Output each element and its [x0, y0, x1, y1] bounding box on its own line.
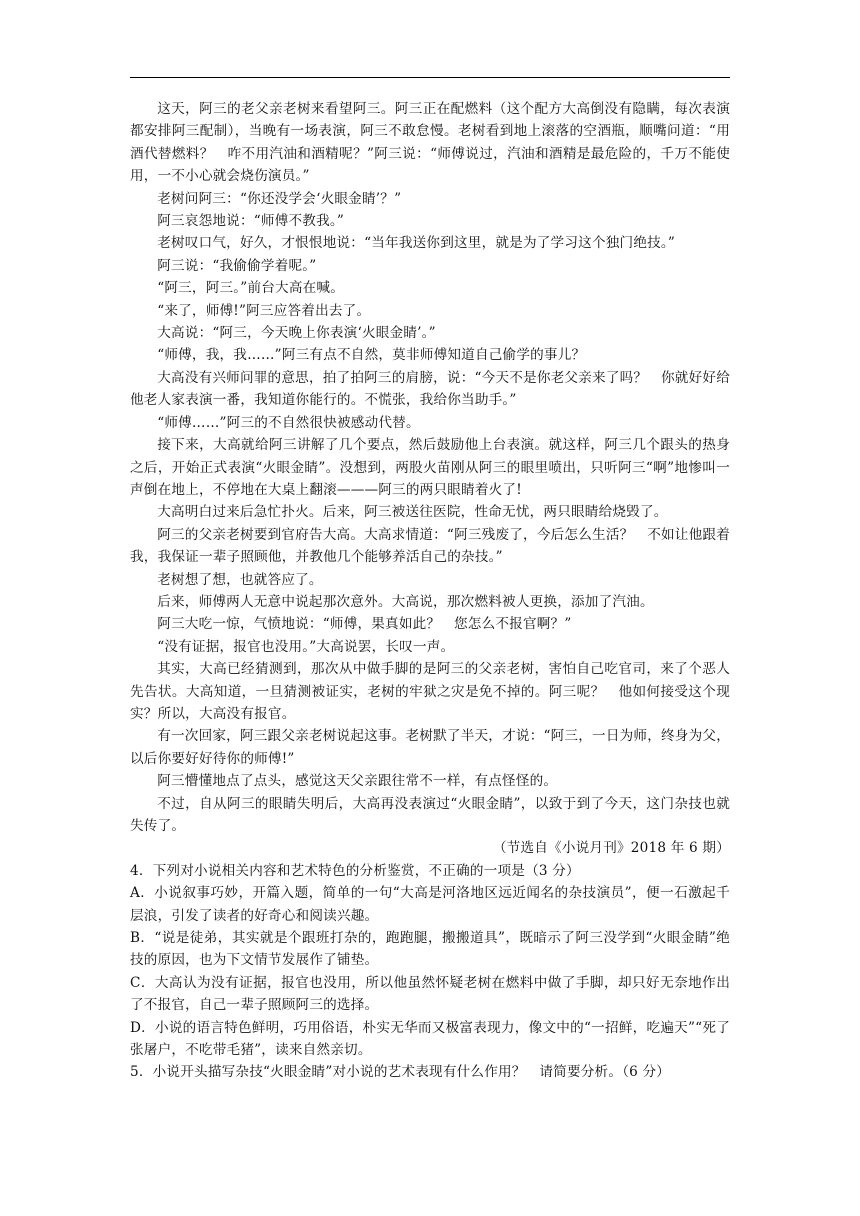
header-rule — [130, 77, 730, 78]
paragraph: 大高明白过来后急忙扑火。后来，阿三被送往医院，性命无忧，两只眼睛给烧毁了。 — [157, 504, 668, 521]
paragraph: 有一次回家，阿三跟父亲老树说起这事。老树默了半天，才说：“阿三，一日为师，终身为父，以后你要好好待你的师傅!” — [130, 728, 730, 767]
story-text — [130, 98, 730, 860]
paragraph: 老树想了想，也就答应了。 — [157, 571, 323, 588]
paragraph: 老树叹口气，好久，才恨恨地说：“当年我送你到这里，就是为了学习这个独门绝技。” — [157, 235, 676, 252]
question-5: 5．小说开头描写杂技“火眼金睛”对小说的艺术表现有什么作用？ 请简要分析。（6 分） — [130, 1064, 671, 1081]
paragraph: 后来，师傅两人无意中说起那次意外。大高说，那次燃料被人更换，添加了汽油。 — [157, 593, 654, 610]
paragraph: 阿三说：“我偷偷学着呢。” — [157, 257, 317, 274]
option-a: A．小说叙事巧妙，开篇入题，简单的一句“大高是河洛地区远近闻名的杂技演员”，便一石激起千层浪，引发了读者的好奇心和阅读兴趣。 — [130, 885, 730, 924]
paragraph: 阿三懵懂地点了点头，感觉这天父亲跟往常不一样，有点怪怪的。 — [157, 773, 558, 790]
paragraph: 这天，阿三的老父亲老树来看望阿三。阿三正在配燃料（这个配方大高倒没有隐瞒，每次表演都安排阿三配制），当晚有一场表演，阿三不敢怠慢。老树看到地上滚落的空酒瓶，顺嘴问道：“用酒代替燃料？ 咋不用汽油和酒精呢？”阿三说：“师傅说过，汽油和酒精是最危险的，千万不能使用，一不小心就会烧伤演员。” — [130, 101, 730, 185]
paragraph: 阿三大吃一惊，气愤地说：“师傅，果真如此？ 您怎么不报官啊？” — [157, 616, 572, 633]
paragraph: “师傅，我，我……”阿三有点不自然，莫非师傅知道自己偷学的事儿？ — [157, 347, 586, 364]
document-page — [130, 0, 730, 1216]
option-d: D．小说的语言特色鲜明，巧用俗语，朴实无华而又极富表现力，像文中的“一招鲜，吃遍天”“死了张屠户，不吃带毛猪”，读来自然亲切。 — [130, 1019, 730, 1059]
paragraph: 大高说：“阿三，今天晚上你表演‘火眼金睛’。” — [157, 325, 436, 342]
paragraph: “阿三，阿三。”前台大高在喊。 — [157, 280, 345, 297]
questions-section — [130, 860, 730, 1084]
paragraph: “没有证据，报官也没用。”大高说罢，长叹一声。 — [157, 638, 455, 655]
paragraph: 阿三的父亲老树要到官府告大高。大高求情道：“阿三残废了，今后怎么生活？ 不如让他跟着我，我保证一辈子照顾他，并教他几个能够养活自己的杂技。” — [130, 526, 730, 566]
paragraph: 阿三哀怨地说：“师傅不教我。” — [157, 213, 345, 230]
paragraph: “师傅……”阿三的不自然很快被感动代替。 — [157, 414, 420, 431]
option-c: C．大高认为没有证据，报官也没用，所以他虽然怀疑老树在燃料中做了手脚，却只好无奈地作出了不报官，自己一辈子照顾阿三的选择。 — [130, 974, 730, 1014]
option-b: B．“说是徒弟，其实就是个跟班打杂的，跑跑腿，搬搬道具”，既暗示了阿三没学到“火眼金睛”绝技的原因，也为下文情节发展作了铺垫。 — [130, 930, 730, 969]
paragraph: 接下来，大高就给阿三讲解了几个要点，然后鼓励他上台表演。就这样，阿三几个跟头的热身之后，开始正式表演“火眼金睛”。没想到，两股火苗刚从阿三的眼里喷出，只听阿三“啊”地惨叫一声倒在地上，不停地在大桌上翻滚———阿三的两只眼睛着火了! — [130, 437, 730, 498]
source-citation: （节选自《小说月刊》2018 年 6 期） — [492, 840, 730, 857]
question-4-stem: 4．下列对小说相关内容和艺术特色的分析鉴赏，不正确的一项是（3 分） — [130, 862, 580, 879]
paragraph: 不过，自从阿三的眼睛失明后，大高再没表演过“火眼金睛”，以致于到了今天，这门杂技也就失传了。 — [130, 795, 730, 834]
paragraph: “来了，师傅!”阿三应答着出去了。 — [157, 302, 371, 319]
document-body — [130, 98, 730, 1084]
paragraph: 大高没有兴师问罪的意思，拍了拍阿三的肩膀，说：“今天不是你老父亲来了吗？ 你就好好给他老人家表演一番，我知道你能行的。不慌张，我给你当助手。” — [130, 369, 730, 409]
paragraph: 老树问阿三：“你还没学会‘火眼金睛’？” — [157, 190, 402, 207]
paragraph: 其实，大高已经猜测到，那次从中做手脚的是阿三的父亲老树，害怕自己吃官司，来了个恶人先告状。大高知道，一旦猜测被证实，老树的牢狱之灾是免不掉的。阿三呢？ 他如何接受这个现实？所以，大高没有报官。 — [130, 661, 730, 722]
